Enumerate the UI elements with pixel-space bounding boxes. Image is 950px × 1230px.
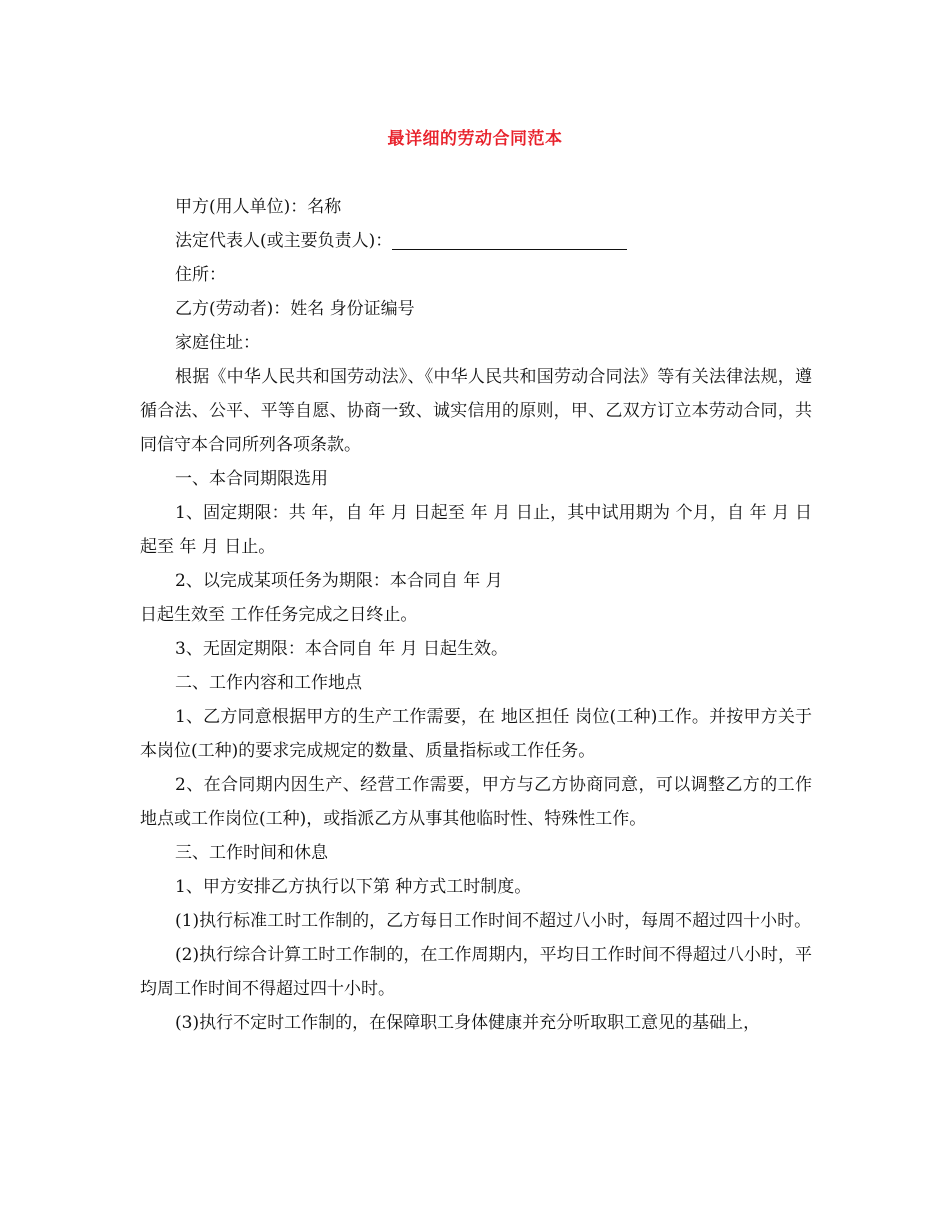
section-heading-term: 一、本合同期限选用 [175,469,328,489]
clause-task-term-continued: 日起生效至 工作任务完成之日终止。 [140,605,418,625]
clause-comprehensive-hours: (2)执行综合计算工时工作制的，在工作周期内，平均日工作时间不得超过八小时，平均周工作时间不得超过四十小时。 [140,945,812,999]
clause-fixed-term: 1、固定期限：共 年，自 年 月 日起至 年 月 日止，其中试用期为 个月，自 年 月 日起至 年 月 日止。 [140,503,812,557]
document-body [140,190,812,1040]
signature-blank-line [392,248,627,250]
legal-representative-label: 法定代表人(或主要负责人)： [175,231,393,251]
home-address-line: 家庭住址： [175,333,260,353]
legal-representative-line [140,224,812,258]
clause-work-adjustment: 2、在合同期内因生产、经营工作需要，甲方与乙方协商同意，可以调整乙方的工作地点或工作岗位(工种)，或指派乙方从事其他临时性、特殊性工作。 [140,775,812,829]
preamble-paragraph: 根据《中华人民共和国劳动法》、《中华人民共和国劳动合同法》等有关法律法规，遵循合法、公平、平等自愿、协商一致、诚实信用的原则，甲、乙双方订立本劳动合同，共同信守本合同所列各项条款。 [140,367,812,455]
clause-flexible-hours: (3)执行不定时工作制的，在保障职工身体健康并充分听取职工意见的基础上， [175,1013,761,1033]
section-heading-hours: 三、工作时间和休息 [175,843,328,863]
clause-task-term: 2、以完成某项任务为期限：本合同自 年 月 [175,571,503,591]
document-title: 最详细的劳动合同范本 [387,129,563,149]
section-heading-work: 二、工作内容和工作地点 [175,673,362,693]
address-line: 住所： [175,265,226,285]
clause-hours-system: 1、甲方安排乙方执行以下第 种方式工时制度。 [175,877,532,897]
party-a-line: 甲方(用人单位)：名称 [175,197,342,217]
clause-standard-hours: (1)执行标准工时工作制的，乙方每日工作时间不超过八小时，每周不超过四十小时。 [175,911,812,931]
party-b-line: 乙方(劳动者)：姓名 身份证编号 [175,299,415,319]
clause-open-term: 3、无固定期限：本合同自 年 月 日起生效。 [175,639,509,659]
clause-work-position: 1、乙方同意根据甲方的生产工作需要，在 地区担任 岗位(工种)工作。并按甲方关于本岗位(工种)的要求完成规定的数量、质量指标或工作任务。 [140,707,812,761]
